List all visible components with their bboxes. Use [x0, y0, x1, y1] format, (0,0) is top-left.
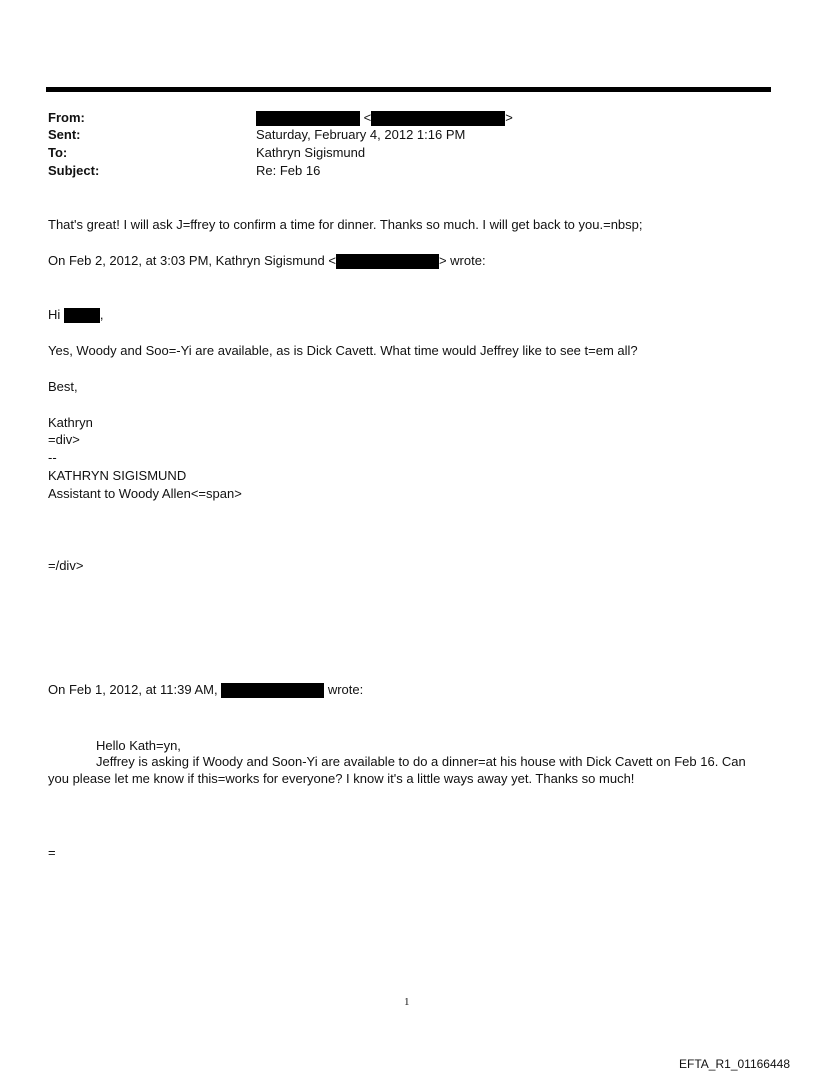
header-rule	[46, 87, 771, 92]
closing-best: Best,	[48, 379, 78, 394]
to-value: Kathryn Sigismund	[256, 145, 366, 160]
from-label: From:	[48, 110, 85, 125]
div-close-artifact: =/div>	[48, 558, 84, 573]
sent-label: Sent:	[48, 127, 81, 142]
greeting-line: Hi ,	[48, 307, 104, 322]
signature-name: KATHRYN SIGISMUND	[48, 468, 187, 483]
redaction-block	[371, 111, 505, 126]
closing-name: Kathryn	[48, 415, 93, 430]
page-number: 1	[404, 996, 410, 1008]
redaction-block	[336, 254, 439, 269]
signature-title: Assistant to Woody Allen<=span>	[48, 486, 242, 501]
quote-header-2: On Feb 1, 2012, at 11:39 AM, wrote:	[48, 682, 364, 697]
document-id: EFTA_R1_01166448	[679, 1057, 790, 1071]
availability-line: Yes, Woody and Soo=-Yi are available, as is Dick Cavett. What time would Jeffrey like to see t=em all?	[48, 343, 638, 358]
to-label: To:	[48, 145, 68, 160]
quote-header-1: On Feb 2, 2012, at 3:03 PM, Kathryn Sigismund < > wrote:	[48, 253, 486, 268]
body-line-1: That's great! I will ask J=ffrey to confirm a time for dinner. Thanks so much. I will get back to you.=nbsp;	[48, 217, 643, 232]
signature-dashes: --	[48, 450, 57, 465]
redaction-block	[256, 111, 360, 126]
hello-line: Hello Kath=yn,	[96, 738, 181, 753]
subject-value: Re: Feb 16	[256, 163, 321, 178]
sent-value: Saturday, February 4, 2012 1:16 PM	[256, 127, 466, 142]
div-open-artifact: =div>	[48, 432, 80, 447]
subject-label: Subject:	[48, 163, 100, 178]
from-value: < >	[256, 109, 513, 127]
redaction-block	[221, 683, 324, 698]
redaction-block	[64, 308, 100, 323]
request-paragraph: Jeffrey is asking if Woody and Soon-Yi are available to do a dinner=at his house with Dick Cavett on Feb 16. Can you please let me know if this=works for everyone? I know it's a little ways away yet. Thanks so much!	[48, 754, 746, 786]
equals-artifact: =	[48, 845, 56, 860]
